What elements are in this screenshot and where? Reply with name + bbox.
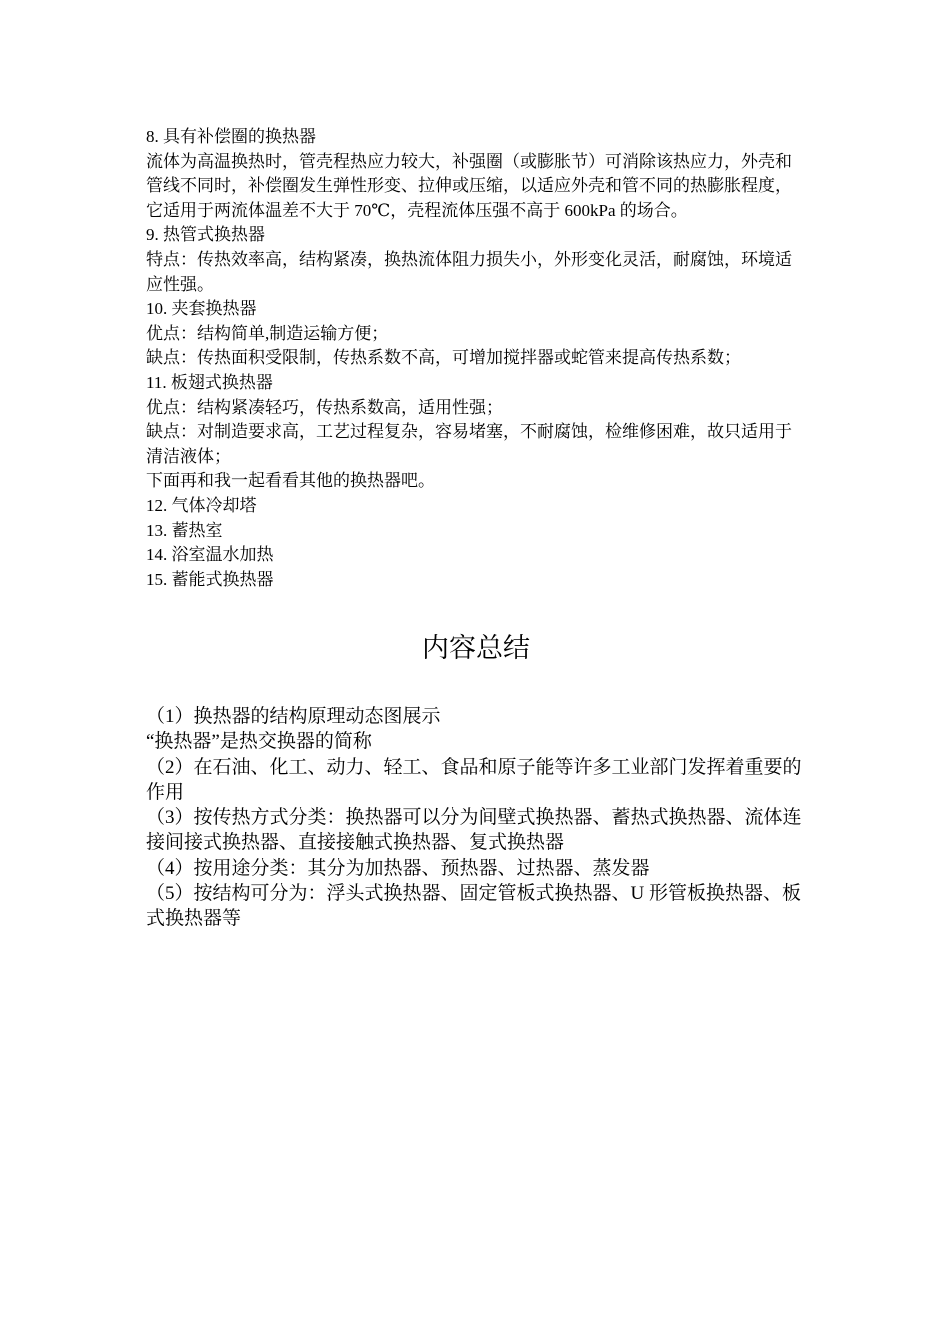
summary-item: “换热器”是热交换器的简称: [146, 731, 372, 753]
summary-item: （2）在石油、化工、动力、轻工、食品和原子能等许多工业部门发挥着重要的作用: [146, 756, 802, 803]
summary-item: （4）按用途分类：其分为加热器、预热器、过热器、蒸发器: [146, 857, 650, 879]
list-item: 特点：传热效率高，结构紧凑，换热流体阻力损失小，外形变化灵活，耐腐蚀，环境适应性强。: [146, 249, 792, 294]
summary-item: （5）按结构可分为：浮头式换热器、固定管板式换热器、U 形管板换热器、板式换热器等: [146, 882, 801, 929]
list-item: 流体为高温换热时，管壳程热应力较大，补强圈（或膨胀节）可消除该热应力，外壳和管线不同时，补偿圈发生弹性形变、拉伸或压缩，以适应外壳和管不同的热膨胀程度，它适用于两流体温差不大于 70℃，壳程流体压强不高于 600kPa 的场合。: [146, 151, 792, 220]
list-item: 优点：结构紧凑轻巧，传热系数高，适用性强；: [146, 397, 503, 417]
list-item: 缺点：对制造要求高，工艺过程复杂，容易堵塞，不耐腐蚀，检维修困难，故只适用于清洁液体；: [146, 422, 792, 466]
list-item: 14. 浴室温水加热: [146, 545, 274, 565]
list-item: 10. 夹套换热器: [146, 299, 257, 319]
list-item: 11. 板翅式换热器: [146, 372, 273, 392]
heat-exchanger-list: [146, 125, 806, 592]
list-item: 缺点：传热面积受限制，传热系数不高，可增加搅拌器或蛇管来提高传热系数；: [146, 348, 741, 368]
summary-item: （1）换热器的结构原理动态图展示: [146, 706, 441, 728]
list-item: 优点：结构简单,制造运输方便；: [146, 323, 389, 343]
list-item: 8. 具有补偿圈的换热器: [146, 127, 316, 146]
summary-title: 内容总结: [422, 633, 530, 664]
summary-list: [146, 704, 806, 931]
list-item: 15. 蓄能式换热器: [146, 569, 274, 589]
list-item: 13. 蓄热室: [146, 520, 223, 540]
list-item: 9. 热管式换热器: [146, 225, 265, 245]
list-item: 下面再和我一起看看其他的换热器吧。: [146, 471, 435, 491]
document-page: [146, 125, 806, 931]
summary-item: （3）按传热方式分类：换热器可以分为间壁式换热器、蓄热式换热器、流体连接间接式换热器、直接接触式换热器、复式换热器: [146, 807, 802, 854]
list-item: 12. 气体冷却塔: [146, 495, 257, 515]
